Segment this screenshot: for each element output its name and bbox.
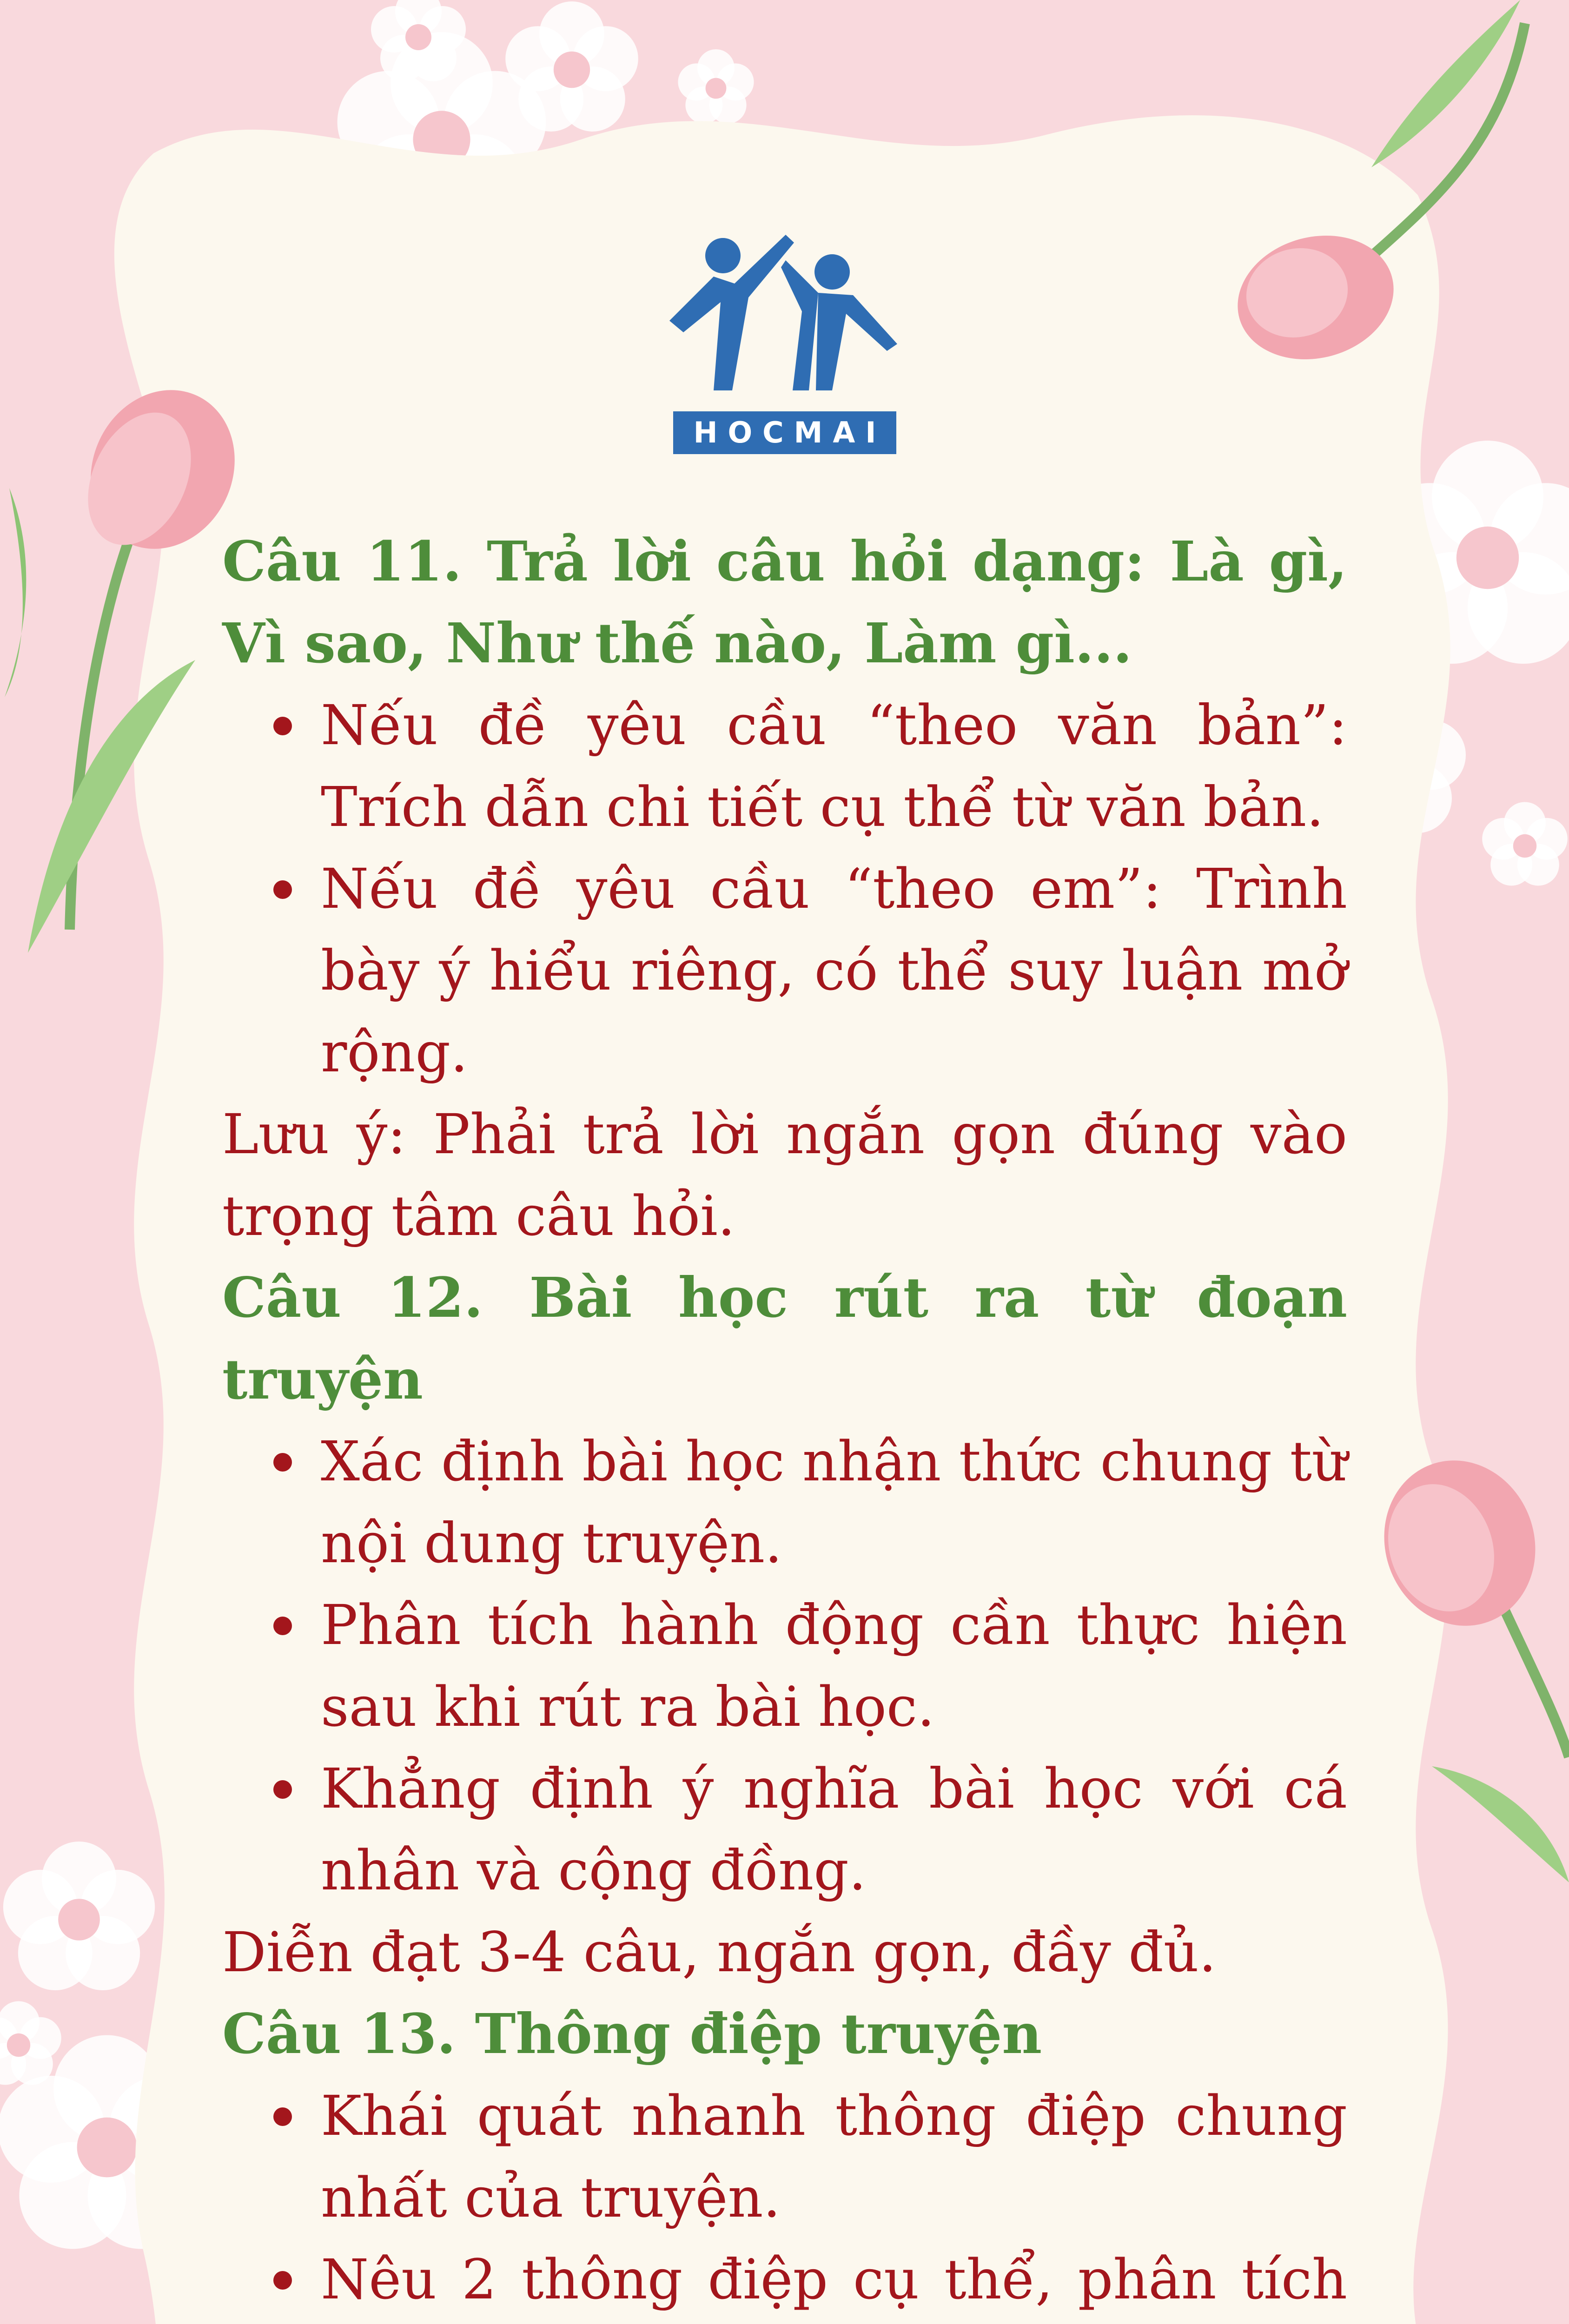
list-item: Phân tích hành động cần thực hiện sau khi rút ra bài học. [222,1584,1347,1748]
bullet-icon [273,2107,292,2126]
bullet-icon [273,880,292,899]
bullet-icon [273,1617,292,1635]
heading-cau-13: Câu 13. Thông điệp truyện [222,2001,1042,2066]
list-item: Xác định bài học nhận thức chung từ nội dung truyện. [222,1420,1347,1584]
list-item: Nếu đề yêu cầu “theo văn bản”: Trích dẫn chi tiết cụ thể từ văn bản. [222,684,1347,848]
note-cau-12: Diễn đạt 3-4 câu, ngắn gọn, đầy đủ. [222,1920,1217,1984]
heading-cau-11: Câu 11. Trả lời câu hỏi dạng: Là gì, Vì sao, Như thế nào, Làm gì... [222,529,1347,675]
bullet-icon [273,1453,292,1472]
logo-wordmark: HOCMAI [673,411,896,454]
list-item: Nếu đề yêu cầu “theo em”: Trình bày ý hiểu riêng, có thể suy luận mở rộng. [222,848,1347,1093]
bullet-list-cau-13 [222,2075,1347,2324]
bullet-icon [273,717,292,735]
bullet-icon [273,2271,292,2290]
heading-cau-12: Câu 12. Bài học rút ra từ đoạn truyện [222,1265,1347,1412]
note-cau-11: Lưu ý: Phải trả lời ngắn gọn đúng vào trọng tâm câu hỏi. [222,1102,1347,1248]
bullet-list-cau-11 [222,684,1347,1093]
content [222,521,1347,2324]
list-item: Khái quát nhanh thông điệp chung nhất của truyện. [222,2075,1347,2238]
bullet-list-cau-12 [222,1420,1347,1911]
list-item: Khẳng định ý nghĩa bài học với cá nhân và cộng đồng. [222,1748,1347,1911]
bullet-icon [273,1780,292,1799]
list-item: Nêu 2 thông điệp cụ thể, phân tích [222,2238,1347,2324]
